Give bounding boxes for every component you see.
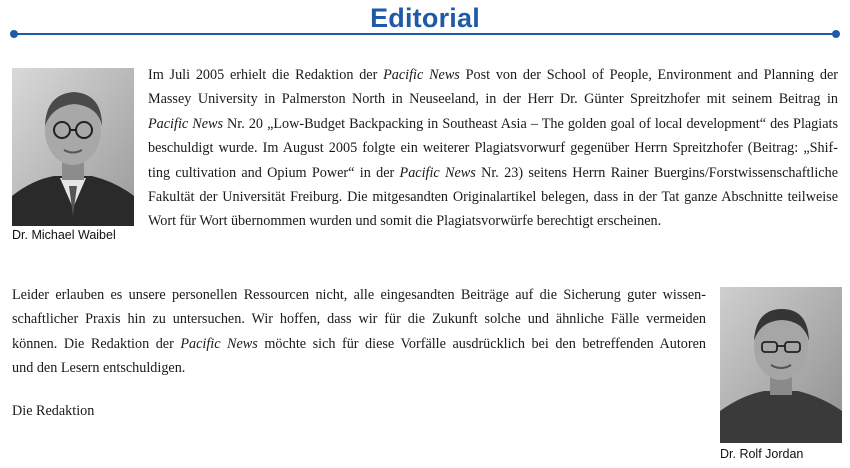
text-line: und den Lesern entschuldigen. <box>12 360 186 377</box>
text-line: Wort für Wort übernommen wurden und somit die Plagiatsvorwürfe berechtigt erscheinen. <box>148 213 662 230</box>
text-line: schaftlicher Praxis hin zu untersuchen. Wir hoffen, dass wir für die Zukunft solche und ähnliche Fälle vermeiden <box>12 311 706 328</box>
rule-end-dot-right <box>832 30 840 38</box>
header-divider <box>14 33 838 35</box>
photo-caption-rolf-jordan: Dr. Rolf Jordan <box>720 447 804 461</box>
text-line: Pacific News Nr. 20 „Low-Budget Backpacking in Southeast Asia – The golden goal of local development“ des Plagiats <box>148 115 838 132</box>
text-line: Im Juli 2005 erhielt die Redaktion der Pacific News Post von der School of People, Environment and Planning der <box>148 67 838 83</box>
text-line: beschuldigt wurde. Im August 2005 folgte ein weiterer Plagiatsvorwurf gegenüber Herrn Spreitzhofer (Beitrag: „Shif- <box>148 140 838 157</box>
portrait-photo-michael-waibel <box>12 68 134 226</box>
photo-caption-michael-waibel: Dr. Michael Waibel <box>12 228 116 242</box>
page-title: Editorial <box>370 3 480 33</box>
signature: Die Redaktion <box>12 403 95 419</box>
text-line: ting cultivation and Opium Power“ in der Pacific News Nr. 23) seitens Herrn Rainer Buergins/Forstwissenschaftliche <box>148 164 838 181</box>
editorial-paragraph-1 <box>148 63 838 234</box>
portrait-photo-rolf-jordan <box>720 287 842 443</box>
text-line: Fakultät der Universität Freiburg. Die mitgesandten Originalartikel belegen, dass in der Tat ganze Abschnitte teilweise <box>148 189 838 206</box>
text-line: können. Die Redaktion der Pacific News möchte sich für diese Vorfälle ausdrücklich bei den betreffenden Autoren <box>12 335 706 352</box>
editorial-paragraph-2 <box>12 283 706 381</box>
text-line: Leider erlauben es unsere personellen Ressourcen nicht, alle eingesandten Beiträge auf die Sicherung guter wissen- <box>12 287 706 303</box>
text-line: Massey University in Palmerston North in Neuseeland, in der Herr Dr. Günter Spreitzhofer mit seinem Beitrag in <box>148 91 838 108</box>
